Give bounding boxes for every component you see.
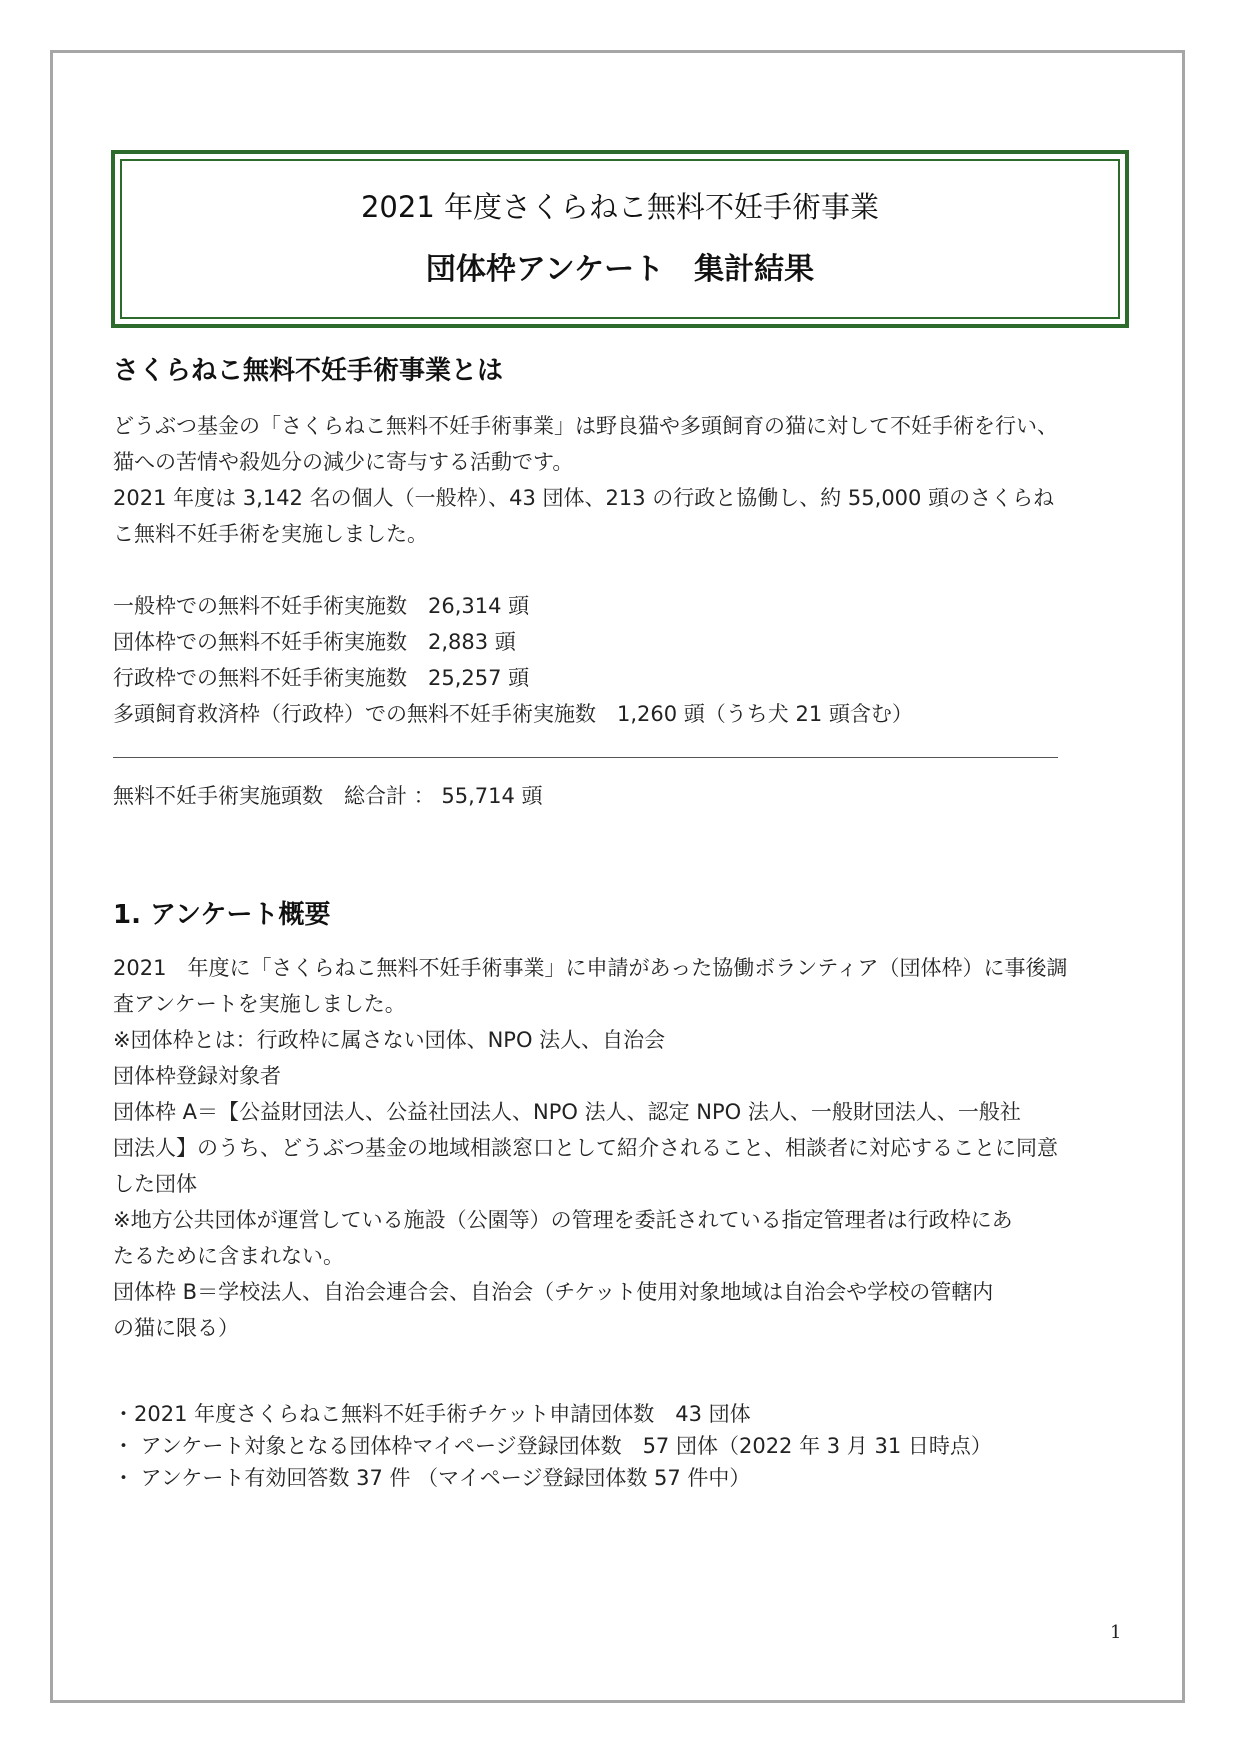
overview-body <box>113 950 1123 1346</box>
overview-line: 査アンケートを実施しました。 <box>113 992 406 1016</box>
title-box-inner <box>120 159 1120 319</box>
count-government: 行政枠での無料不妊手術実施数 25,257 頭 <box>113 666 530 690</box>
overview-line: 団体枠登録対象者 <box>113 1064 281 1088</box>
count-group: 団体枠での無料不妊手術実施数 2,883 頭 <box>113 630 516 654</box>
intro-paragraph-line: 猫への苦情や殺処分の減少に寄与する活動です。 <box>113 450 574 474</box>
intro-paragraph-line: どうぶつ基金の「さくらねこ無料不妊手術事業」は野良猫や多頭飼育の猫に対して不妊手術を行い、 <box>113 414 1058 438</box>
intro-paragraph-line: 2021 年度は 3,142 名の個人（一般枠）、43 団体、213 の行政と協働し、約 55,000 頭のさくらね <box>113 486 1055 510</box>
intro-heading: さくらねこ無料不妊手術事業とは <box>113 356 504 386</box>
page-number: 1 <box>1110 1622 1122 1643</box>
total-block <box>113 778 1123 814</box>
spacer <box>113 552 1123 588</box>
total-divider <box>113 757 1058 758</box>
bullet-applicant-groups: ・2021 年度さくらねこ無料不妊手術チケット申請団体数 43 団体 <box>113 1402 751 1426</box>
overview-line: 2021 年度に「さくらねこ無料不妊手術事業」に申請があった協働ボランティア（団体枠）に事後調 <box>113 956 1068 980</box>
document-subtitle: 団体枠アンケート 集計結果 <box>425 252 815 288</box>
overview-line: ※団体枠とは：行政枠に属さない団体、NPO 法人、自治会 <box>113 1028 666 1052</box>
overview-bullets <box>113 1398 992 1494</box>
overview-heading: 1. アンケート概要 <box>113 900 331 930</box>
overview-line: 団体枠 A＝【公益財団法人、公益社団法人、NPO 法人、認定 NPO 法人、一般財団法人、一般社 <box>113 1100 1021 1124</box>
grand-total: 無料不妊手術実施頭数 総合計 ： 55,714 頭 <box>113 784 543 808</box>
document-title: 2021 年度さくらねこ無料不妊手術事業 <box>360 189 880 224</box>
overview-line: の猫に限る） <box>113 1316 239 1340</box>
bullet-valid-responses: ・ アンケート有効回答数 37 件 （マイページ登録団体数 57 件中） <box>113 1466 751 1490</box>
overview-line: 団体枠 B＝学校法人、自治会連合会、自治会（チケット使用対象地域は自治会や学校の管轄内 <box>113 1280 994 1304</box>
intro-paragraph-line: こ無料不妊手術を実施しました。 <box>113 522 428 546</box>
overview-line: 団法人】のうち、どうぶつ基金の地域相談窓口として紹介されること、相談者に対応することに同意 <box>113 1136 1058 1160</box>
overview-line: した団体 <box>113 1172 197 1196</box>
bullet-registered-groups: ・ アンケート対象となる団体枠マイページ登録団体数 57 団体（2022 年 3 月 31 日時点） <box>113 1434 992 1458</box>
count-multi-pet-rescue: 多頭飼育救済枠（行政枠）での無料不妊手術実施数 1,260 頭（うち犬 21 頭含む） <box>113 702 913 726</box>
overview-line: たるために含まれない。 <box>113 1244 344 1268</box>
intro-body <box>113 408 1123 732</box>
count-general: 一般枠での無料不妊手術実施数 26,314 頭 <box>113 594 530 618</box>
overview-line: ※地方公共団体が運営している施設（公園等）の管理を委託されている指定管理者は行政枠にあ <box>113 1208 1013 1232</box>
title-box <box>111 150 1129 328</box>
